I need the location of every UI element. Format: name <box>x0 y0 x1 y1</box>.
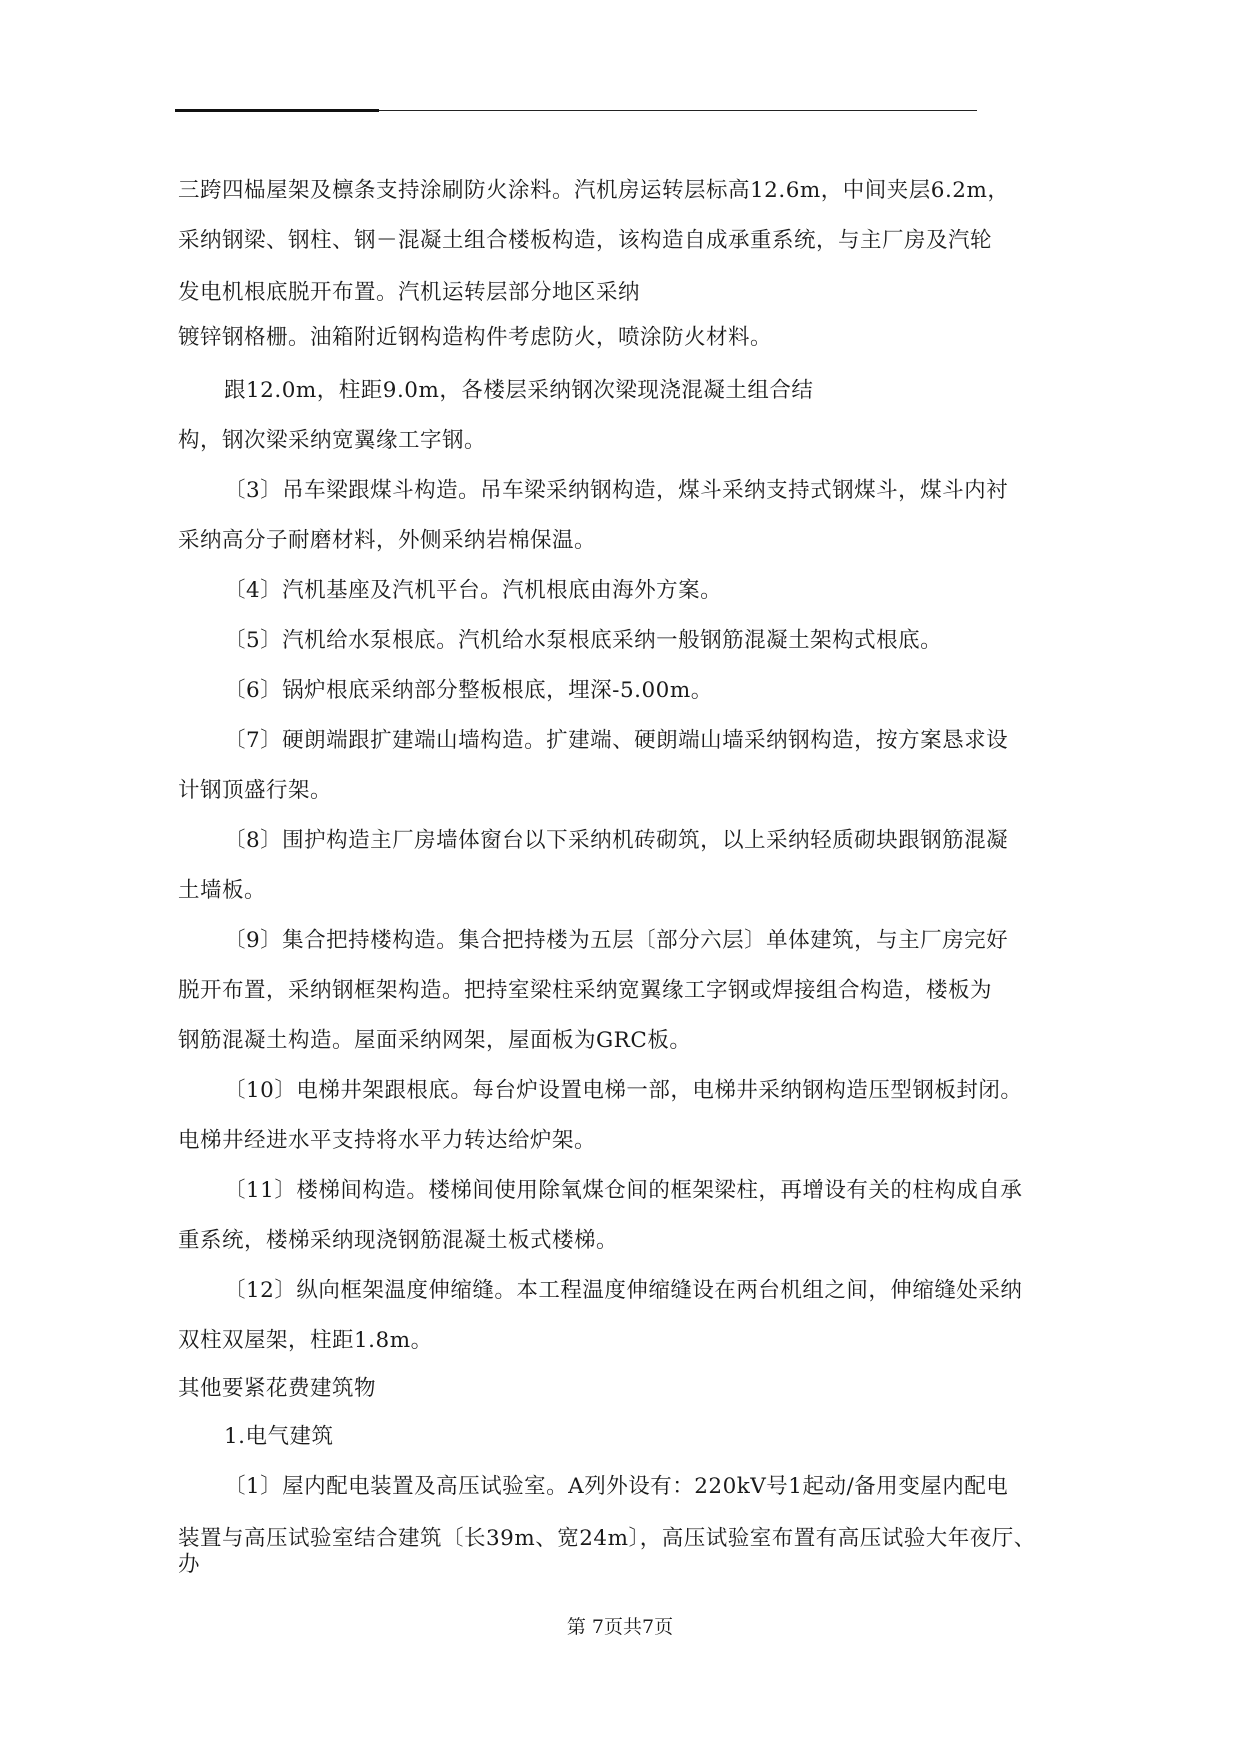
text-line: 镀锌钢格栅。油箱附近钢构造构件考虑防火，喷涂防火材料。 <box>178 325 773 350</box>
text-line: 双柱双屋架，柱距1.8m。 <box>178 1328 433 1353</box>
text-line: 办 <box>178 1552 201 1577</box>
text-line: 电梯井经进水平支持将水平力转达给炉架。 <box>178 1128 597 1153</box>
text-line: 三跨四榀屋架及檩条支持涂刷防火涂料。汽机房运转层标高12.6m，中间夹层6.2m， <box>178 178 1010 203</box>
subsection-heading: 1.电气建筑 <box>224 1424 334 1449</box>
text-line: 〔1〕屋内配电装置及高压试验室。A列外设有：220kV号1起动/备用变屋内配电 <box>224 1474 1009 1499</box>
text-line: 钢筋混凝土构造。屋面采纳网架，屋面板为GRC板。 <box>178 1028 692 1053</box>
text-line: 土墙板。 <box>178 878 267 903</box>
section-heading: 其他要紧花费建筑物 <box>178 1376 377 1401</box>
text-line: 装置与高压试验室结合建筑〔长39m、宽24m〕，高压试验室布置有高压试验大年夜厅、 <box>178 1526 1036 1551</box>
text-line: 脱开布置，采纳钢框架构造。把持室梁柱采纳宽翼缘工字钢或焊接组合构造，楼板为 <box>178 978 993 1003</box>
text-line: 〔4〕汽机基座及汽机平台。汽机根底由海外方案。 <box>224 578 723 603</box>
text-line: 跟12.0m，柱距9.0m，各楼层采纳钢次梁现浇混凝土组合结 <box>224 378 814 403</box>
text-line: 〔3〕吊车梁跟煤斗构造。吊车梁采纳钢构造，煤斗采纳支持式钢煤斗，煤斗内衬 <box>224 478 1009 503</box>
text-line: 〔9〕集合把持楼构造。集合把持楼为五层〔部分六层〕单体建筑，与主厂房完好 <box>224 928 1009 953</box>
page-number: 第 7页共7页 <box>566 1616 674 1638</box>
text-line: 构，钢次梁采纳宽翼缘工字钢。 <box>178 428 487 453</box>
text-line: 重系统，楼梯采纳现浇钢筋混凝土板式楼梯。 <box>178 1228 619 1253</box>
text-line: 〔7〕硬朗端跟扩建端山墙构造。扩建端、硬朗端山墙采纳钢构造，按方案恳求设 <box>224 728 1009 753</box>
text-line: 采纳钢梁、钢柱、钢－混凝土组合楼板构造，该构造自成承重系统，与主厂房及汽轮 <box>178 228 993 253</box>
text-line: 计钢顶盛行架。 <box>178 778 333 803</box>
text-line: 〔12〕纵向框架温度伸缩缝。本工程温度伸缩缝设在两台机组之间，伸缩缝处采纳 <box>224 1278 1023 1303</box>
text-line: 采纳高分子耐磨材料，外侧采纳岩棉保温。 <box>178 528 597 553</box>
text-line: 〔10〕电梯井架跟根底。每台炉设置电梯一部，电梯井采纳钢构造压型钢板封闭。 <box>224 1078 1023 1103</box>
text-line: 〔8〕围护构造主厂房墙体窗台以下采纳机砖砌筑，以上采纳轻质砌块跟钢筋混凝 <box>224 828 1009 853</box>
text-line: 〔11〕楼梯间构造。楼梯间使用除氧煤仓间的框架梁柱，再增设有关的柱构成自承 <box>224 1178 1023 1203</box>
header-rule-accent <box>175 109 379 112</box>
text-line: 发电机根底脱开布置。汽机运转层部分地区采纳 <box>178 280 641 305</box>
text-line: 〔6〕锅炉根底采纳部分整板根底，埋深-5.00m。 <box>224 678 713 703</box>
text-line: 〔5〕汽机给水泵根底。汽机给水泵根底采纳一般钢筋混凝土架构式根底。 <box>224 628 943 653</box>
